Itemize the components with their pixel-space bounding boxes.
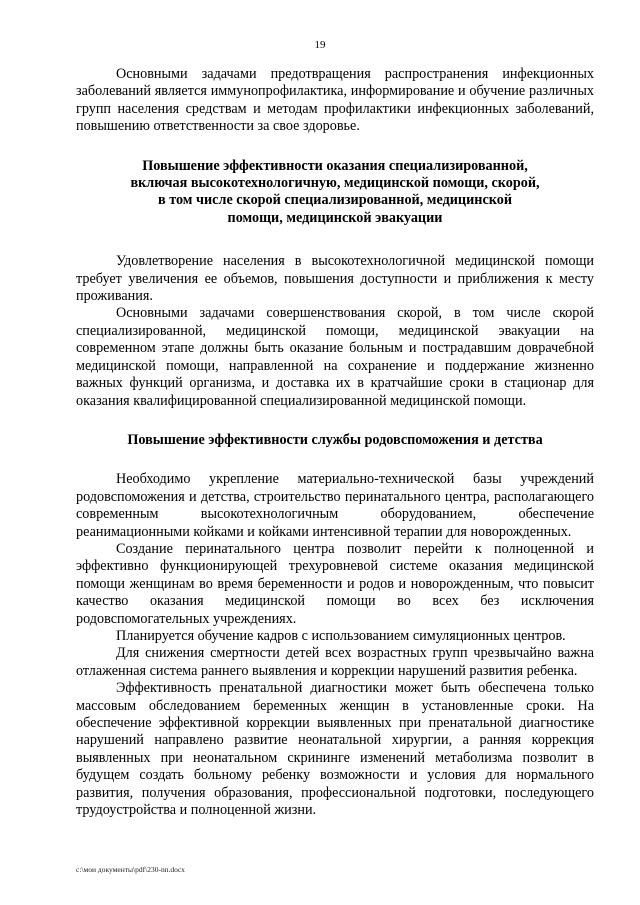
paragraph-training: Планируется обучение кадров с использованием симуляционных центров. [116, 627, 566, 644]
paragraph-child-mortality: Для снижения смертности детей всех возрастных групп чрезвычайно важна отлаженная система раннего выявления и коррекции нарушений развития ребенка. [76, 645, 594, 679]
heading-line: в том числе скорой специализированной, медицинской [157, 192, 513, 209]
document-body [76, 66, 594, 819]
paragraph-emergency-care-tasks: Основными задачами совершенствования скорой, в том числе скорой специализированной, медицинской помощи, медицинской эвакуации на современном этапе должны быть оказание больным и пострадавшим доврачебной медицинской помощи, направленной на сохранение и поддержание жизненно важных функций организма, и доставка их в кратчайшие сроки в стационар для оказания квалифицированной специализированной медицинской помощи. [76, 305, 594, 409]
paragraph-perinatal-center: Создание перинатального центра позволит перейти к полноценной и эффективно функционирующей трехуровневой системе оказания медицинской помощи женщинам во время беременности и родов и новорожденным, что повысит качество оказания медицинской помощи во всех без исключения родовспомогательных учреждениях. [76, 540, 594, 627]
paragraph-infection-prevention: Основными задачами предотвращения распространения инфекционных заболеваний является иммунопрофилактика, информирование и обучение различных групп населения средствам и методам профилактики инфекционных заболеваний, повышению ответственности за свое здоровье. [76, 66, 594, 135]
paragraph-prenatal-diagnostics: Эффективность пренатальной диагностики может быть обеспечена только массовым обследованием беременных женщин в установленные сроки. На обеспечение эффективной коррекции выявленных при пренатальной диагностике нарушений направлено развитие неонатальной хирургии, а ранняя коррекция выявленных при неонатальном скрининге изменений метаболизма позволит в будущем создать больному ребенку возможности и условия для нормального развития, получения образования, профессиональной подготовки, последующего трудоустройства и полноценной жизни. [76, 680, 594, 819]
heading-line: помощи, медицинской эвакуации [227, 209, 443, 226]
heading-line: Повышение эффективности оказания специализированной, [142, 157, 528, 174]
section-heading-specialized-care [76, 158, 594, 228]
paragraph-high-tech-care: Удовлетворение населения в высокотехнологичной медицинской помощи требует увеличения ее объемов, повышения доступности и приближения к месту проживания. [76, 253, 594, 305]
heading-line: включая высокотехнологичную, медицинской помощи, скорой, [130, 175, 540, 192]
paragraph-infrastructure: Необходимо укрепление материально-технической базы учреждений родовспоможения и детства, строительство перинатального центра, располагающего современным высокотехнологичным оборудованием, обеспечение реанимационными койками и койками интенсивной терапии для новорожденных. [76, 471, 594, 540]
section-heading-maternity: Повышение эффективности службы родовспоможения и детства [127, 431, 543, 448]
footer-file-path: c:\мои документы\pdf\230-nn.docx [76, 865, 185, 874]
page-number: 19 [314, 39, 326, 51]
